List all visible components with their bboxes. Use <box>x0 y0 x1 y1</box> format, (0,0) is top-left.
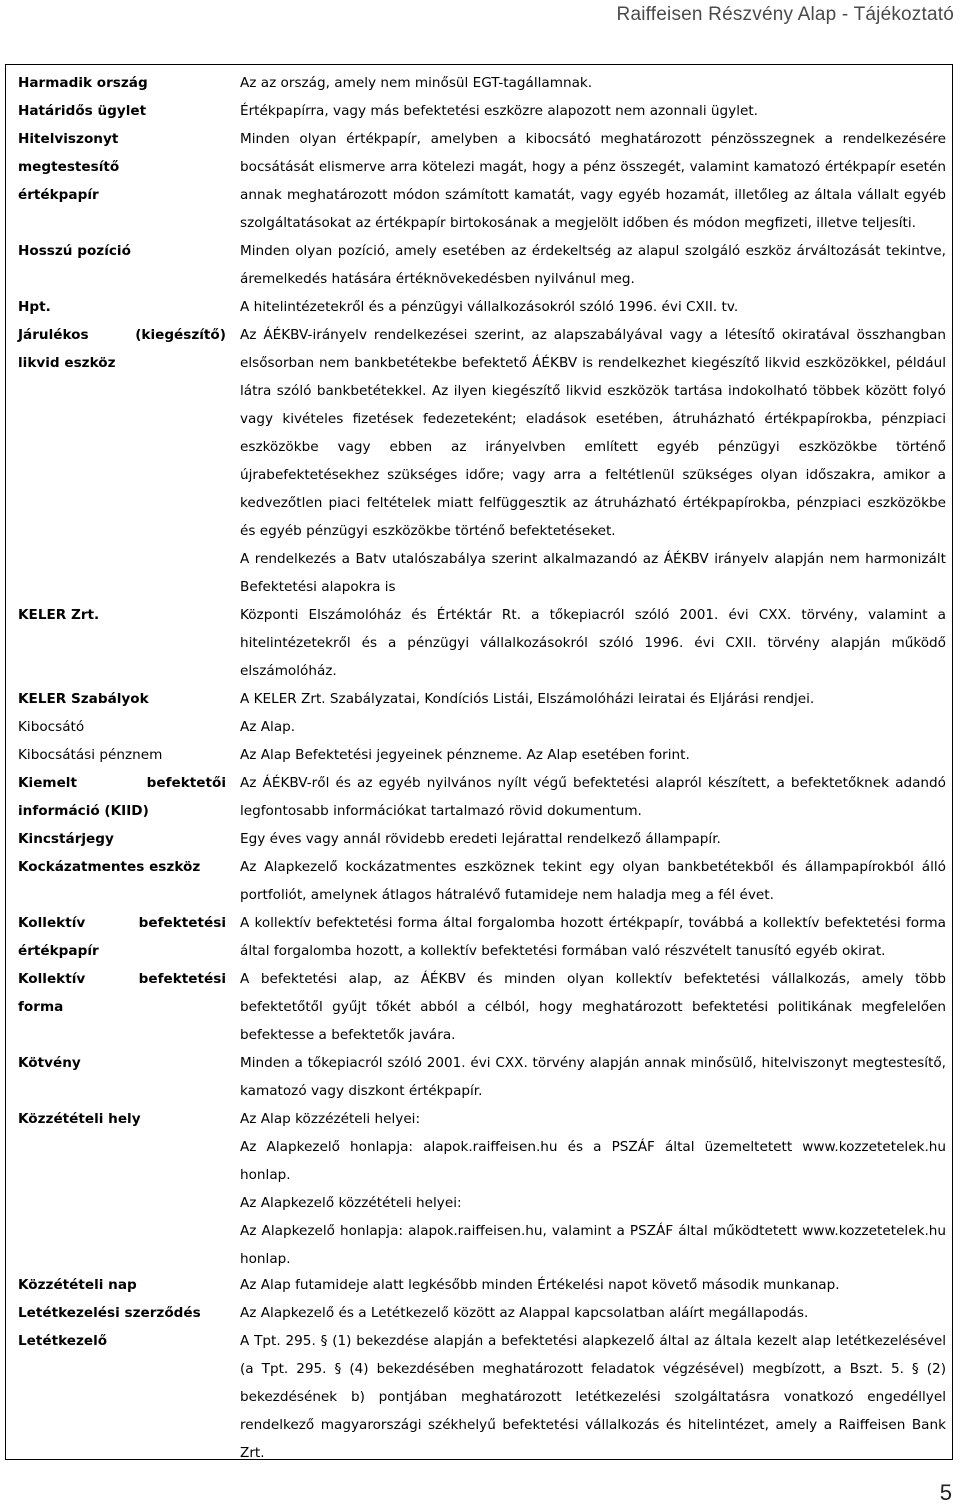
definition: Az Alap Befektetési jegyeinek pénzneme. Az Alap esetében forint. <box>240 747 690 763</box>
term: Hosszú pozíció <box>18 243 131 259</box>
term: Letétkezelő <box>18 1333 108 1349</box>
term: Közzétételi nap <box>18 1277 137 1293</box>
definition: Egy éves vagy annál rövidebb eredeti lejárattal rendelkező állampapír. <box>240 831 721 847</box>
definition: A befektetési alap, az ÁÉKBV és minden olyan kollektív befektetési vállalkozás, amely több befektetőtől gyűjt tőkét abból a célból, hogy meghatározott befektetési politikának megfelelően befektesse a befektetők javára. <box>240 971 946 1043</box>
definition: Az Alapkezelő kockázatmentes eszköznek tekint egy olyan bankbetétekből és állampapírokból álló portfoliót, amelynek átlagos hátralévő futamideje nem haladja meg a fél évet. <box>240 859 946 903</box>
definition: Minden olyan értékpapír, amelyben a kibocsátó meghatározott pénzösszegnek a rendelkezésére bocsátását elismerve arra kötelezi magát, hogy a pénz összegét, valamint kamatozó értékpapír esetén annak meghatározott módon számított kamatát, vagy egyéb hozamát, illetőleg az általa vállalt egyéb szolgáltatásokat az értékpapír birtokosának a megjelölt időben és módon megfizeti, illetve teljesíti. <box>240 131 946 231</box>
definition: Központi Elszámolóház és Értéktár Rt. a tőkepiacról szóló 2001. évi CXX. törvény, valamint a hitelintézetekről és a pénzügyi vállalkozásokról szóló 1996. évi CXII. törvény alapján működő elszámolóház. <box>240 607 946 679</box>
definition: A kollektív befektetési forma által forgalomba hozott értékpapír, továbbá a kollektív befektetési forma által forgalomba hozott, a kollektív befektetési formában való részvételt tanusító egyéb okirat. <box>240 915 946 959</box>
definition: Az Alapkezelő és a Letétkezelő között az Alappal kapcsolatban aláírt megállapodás. <box>240 1305 809 1321</box>
term: KELER Szabályok <box>18 691 149 707</box>
definition: Minden olyan pozíció, amely esetében az érdekeltség az alapul szolgáló eszköz árváltozását tekintve, áremelkedés hatására értéknövekedésben nyilvánul meg. <box>240 243 946 287</box>
definition: Az Alap. <box>240 719 296 735</box>
term: KELER Zrt. <box>18 607 100 623</box>
definition: Az az ország, amely nem minősül EGT-tagállamnak. <box>240 75 593 91</box>
term: Hitelviszonyt megtestesítő értékpapír <box>18 131 120 203</box>
term: Kibocsátási pénznem <box>18 747 163 763</box>
definition: A Tpt. 295. § (1) bekezdése alapján a befektetési alapkezelő által az általa kezelt alap letétkezelésével (a Tpt. 295. § (4) bekezdésében meghatározott feladatok végzésével) megbízott, a Bszt. 5. § (2) bekezdésének b) pontjában meghatározott letétkezelési szolgáltatásra vonatkozó engedéllyel rendelkező magyarországi székhelyű befektetési vállalkozás és hitelintézet, amely a Raiffeisen Bank Zrt. <box>240 1333 946 1461</box>
term: Kibocsátó <box>18 719 85 735</box>
definition: Értékpapírra, vagy más befektetési eszközre alapozott nem azonnali ügylet. <box>240 103 758 119</box>
definition: Az Alap közzézételi helyei: Az Alapkezelő honlapja: alapok.raiffeisen.hu és a PSZÁF által üzemeltetett www.kozzetetelek.hu honlap. Az Alapkezelő közzétételi helyei: Az Alapkezelő honlapja: alapok.raiffeisen.hu, valamint a PSZÁF által működtetett www.kozzetetelek.hu honlap. <box>240 1111 946 1267</box>
term: Kollektív befektetési értékpapír <box>18 915 226 959</box>
definition: Az ÁÉKBV-ről és az egyéb nyilvános nyílt végű befektetési alapról készített, a befektetőknek adandó legfontosabb információkat tartalmazó rövid dokumentum. <box>240 775 946 819</box>
term: Kötvény <box>18 1055 81 1071</box>
term: Járulékos (kiegészítő) likvid eszköz <box>18 327 226 371</box>
term: Kincstárjegy <box>18 831 114 847</box>
term: Letétkezelési szerződés <box>18 1305 201 1321</box>
definition: Minden a tőkepiacról szóló 2001. évi CXX. törvény alapján annak minősülő, hitelviszonyt megtestesítő, kamatozó vagy diszkont értékpapír. <box>240 1055 946 1099</box>
term: Hpt. <box>18 299 51 315</box>
term: Kollektív befektetési forma <box>18 971 226 1015</box>
term: Kockázatmentes eszköz <box>18 859 201 875</box>
term: Kiemelt befektetői információ (KIID) <box>18 775 226 819</box>
definition: A KELER Zrt. Szabályzatai, Kondíciós Listái, Elszámolóházi leiratai és Eljárási rendjei. <box>240 691 815 707</box>
term: Határidős ügylet <box>18 103 147 119</box>
term: Harmadik ország <box>18 75 148 91</box>
page-number: 5 <box>939 1480 952 1505</box>
definition: Az Alap futamideje alatt legkésőbb minden Értékelési napot követő második munkanap. <box>240 1277 840 1293</box>
document-header: Raiffeisen Részvény Alap - Tájékoztató <box>616 4 954 25</box>
glossary-table <box>5 64 953 1460</box>
definition: A hitelintézetekről és a pénzügyi vállalkozásokról szóló 1996. évi CXII. tv. <box>240 299 739 315</box>
term: Közzétételi hely <box>18 1111 141 1127</box>
definition: Az ÁÉKBV-irányelv rendelkezései szerint, az alapszabályával vagy a létesítő okiratával összhangban elsősorban nem bankbetétekbe befektető ÁÉKBV is rendelkezhet kiegészítő likvid eszközökkel, például látra szóló bankbetétekkel. Az ilyen kiegészítő likvid eszközök tartása indokolható többek között folyó vagy kivételes fizetések fedezeteként; eladások esetében, átruházható értékpapírokba, pénzpiaci eszközökbe vagy ebben az irányelvben említett egyéb pénzügyi eszközökbe történő újrabefektetésekhez szükséges időre; vagy arra a feltétlenül szükséges olyan időszakra, amikor a kedvezőtlen piaci feltételek miatt felfüggesztik az átruházható értékpapírokba, pénzpiaci eszközökbe és egyéb pénzügyi eszközökbe történő befektetéseket. A rendelkezés a Batv utalószabálya szerint alkalmazandó az ÁÉKBV irányelv alapján nem harmonizált Befektetési alapokra is <box>240 327 946 595</box>
